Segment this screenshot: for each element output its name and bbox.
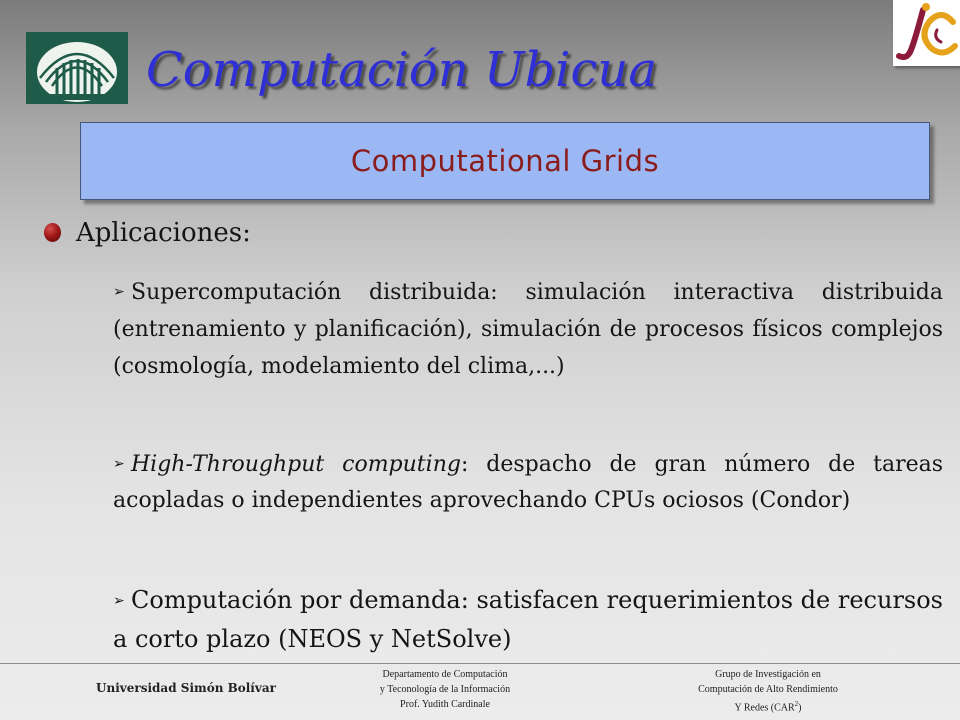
usb-logo bbox=[26, 32, 128, 104]
jc-logo bbox=[893, 0, 960, 66]
usb-building-icon bbox=[26, 32, 128, 104]
list-item bbox=[113, 446, 943, 519]
footer-group-name: Y Redes (CAR bbox=[734, 702, 795, 714]
bullet-icon bbox=[44, 223, 61, 242]
footer-professor: Prof. Yudith Cardinale bbox=[400, 699, 490, 710]
footer-group-line bbox=[618, 697, 918, 715]
footer-group-suffix: ) bbox=[798, 702, 802, 714]
jc-icon bbox=[893, 0, 960, 66]
arrow-bullet-icon: ➢ bbox=[113, 284, 125, 300]
arrow-bullet-icon: ➢ bbox=[113, 593, 125, 609]
footer-divider bbox=[0, 663, 960, 664]
footer-group-line: Computación de Alto Rendimiento bbox=[698, 684, 838, 695]
footer-department-line: Departamento de Computación bbox=[382, 669, 508, 680]
footer-superscript: 2 bbox=[794, 700, 799, 708]
arrow-bullet-icon: ➢ bbox=[113, 456, 125, 472]
subtitle-banner bbox=[80, 122, 930, 200]
list-item bbox=[113, 274, 943, 385]
footer-department bbox=[295, 667, 595, 712]
item-text: : despacho de gran número de tareas acopladas o independientes aprovechando CPUs ociosos (Condor) bbox=[113, 452, 944, 513]
footer-group-line: Grupo de Investigación en bbox=[715, 669, 821, 680]
list-item bbox=[113, 581, 943, 658]
footer-university: Universidad Simón Bolívar bbox=[96, 681, 276, 695]
item-text: Computación por demanda: satisfacen requerimientos de recursos a corto plazo (NEOS y NetSolve) bbox=[113, 586, 943, 653]
slide-title: Computación Ubicua bbox=[146, 42, 657, 98]
footer-research-group bbox=[618, 667, 918, 715]
slide-subtitle: Computational Grids bbox=[350, 144, 660, 178]
section-heading: Aplicaciones: bbox=[76, 218, 251, 248]
item-text: Supercomputación distribuida: simulación interactiva distribuida (entrenamiento y planificación), simulación de procesos físicos complejos (cosmología, modelamiento del clima,...) bbox=[113, 280, 943, 379]
item-emphasis: High-Throughput computing bbox=[131, 452, 461, 477]
footer-department-line: y Teconología de la Información bbox=[379, 684, 511, 695]
